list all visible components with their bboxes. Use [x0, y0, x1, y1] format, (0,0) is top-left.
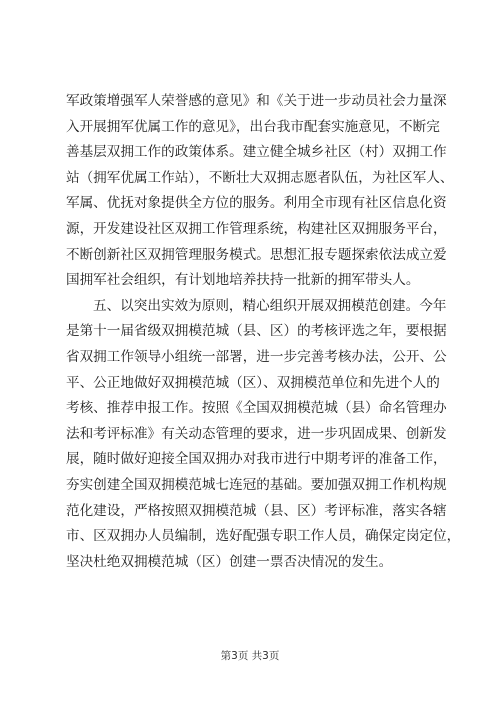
- text-line: 善基层双拥工作的政策体系。建立健全城乡社区（村）双拥工作: [66, 144, 447, 161]
- text-line: 站（拥军优属工作站），不断壮大双拥志愿者队伍，为社区军人、: [66, 169, 454, 186]
- text-line: 国拥军社会组织，有计划地培养扶持一批新的拥军带头人。: [66, 272, 420, 289]
- document-body: [66, 89, 461, 575]
- text-line: 市、区双拥办人员编制，选好配强专职工作人员，确保定岗定位，: [66, 528, 461, 545]
- page-number-footer: 第3页 共3页: [220, 650, 280, 662]
- text-line: 坚决杜绝双拥模范城（区）创建一票否决情况的发生。: [66, 553, 393, 570]
- text-line: 范化建设，严格按照双拥模范城（县、区）考评标准，落实各辖: [66, 502, 447, 519]
- text-line: 省双拥工作领导小组统一部署，进一步完善考核办法，公开、公: [66, 348, 447, 365]
- text-line: 源，开发建设社区双拥工作管理系统，构建社区双拥服务平台，: [66, 220, 447, 237]
- text-line: 军政策增强军人荣誉感的意见》和《关于进一步动员社会力量深: [66, 93, 447, 109]
- text-line: 展，随时做好迎接全国双拥办对我市进行中期考评的准备工作，: [66, 451, 447, 468]
- text-line: 考核、推荐申报工作。按照《全国双拥模范城（县）命名管理办: [66, 400, 447, 417]
- text-line: 法和考评标准》有关动态管理的要求，进一步巩固成果、创新发: [66, 425, 447, 442]
- text-line: 夯实创建全国双拥模范城七连冠的基础。要加强双拥工作机构规: [66, 476, 447, 493]
- paragraph-2: [66, 294, 461, 576]
- text-line: 军属、优抚对象提供全方位的服务。利用全市现有社区信息化资: [66, 195, 447, 212]
- text-line: 入开展拥军优属工作的意见》，出台我市配套实施意见，不断完: [66, 118, 440, 135]
- text-line: 是第十一届省级双拥模范城（县、区）的考核评选之年，要根据: [66, 323, 447, 340]
- text-line: 不断创新社区双拥管理服务模式。思想汇报专题探索依法成立爱: [66, 246, 447, 263]
- text-line: 平、公正地做好双拥模范城（区）、双拥模范单位和先进个人的: [66, 374, 440, 391]
- paragraph-1: [66, 89, 454, 294]
- text-line: 五、以突出实效为原则，精心组织开展双拥模范创建。今年: [93, 297, 447, 314]
